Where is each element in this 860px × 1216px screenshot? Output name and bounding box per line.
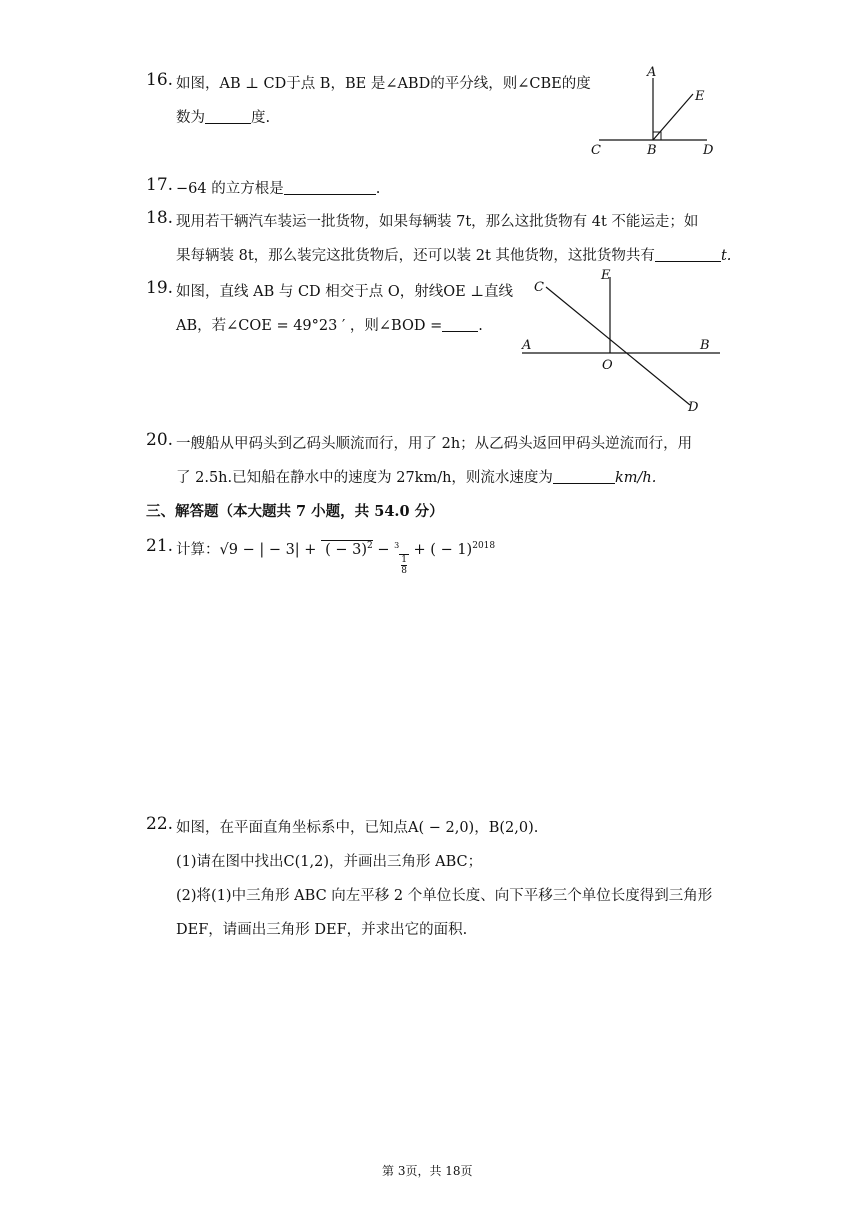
q16-line2-pre: 数为 <box>176 110 205 126</box>
q21-term2: ( − 3) <box>325 542 367 558</box>
q18-line2-post: t. <box>720 248 732 264</box>
q20-line1: 一艘船从甲码头到乙码头顺流而行，用了 2h；从乙码头返回甲码头逆流而行，用 <box>176 436 693 452</box>
q21-term2-exp: 2 <box>367 541 373 552</box>
q21-number: 21. <box>146 536 174 556</box>
q19-label-a: A <box>522 338 532 353</box>
q16-line2 <box>176 106 270 127</box>
q21-term4: + ( − 1) <box>408 542 473 558</box>
q18-line2 <box>176 244 731 265</box>
q19-line2-post: . <box>478 318 483 334</box>
q19-label-b: B <box>700 338 710 353</box>
q21-term1: √9 − | − 3| + <box>219 542 322 558</box>
q21-cube-index: 3 <box>394 541 400 551</box>
q16-label-a: A <box>647 65 657 80</box>
q16-answer-blank <box>205 109 251 124</box>
q22-line2: (1)请在图中找出C(1,2)，并画出三角形 ABC； <box>176 854 483 870</box>
q16-figure <box>585 60 725 160</box>
q16-number: 16. <box>146 70 174 90</box>
q22-line3: (2)将(1)中三角形 ABC 向左平移 2 个单位长度、向下平移三个单位长度得到三角形 <box>176 888 713 904</box>
q16-label-e: E <box>695 89 705 104</box>
q16-label-b: B <box>647 143 657 158</box>
q17-number: 17. <box>146 175 174 195</box>
q21-term3: − <box>372 542 395 558</box>
q17-end: . <box>375 181 381 197</box>
q18-number: 18. <box>146 208 174 228</box>
q22-number: 22. <box>146 814 174 834</box>
q20-answer-blank <box>553 469 615 484</box>
q20-line2-post: km/h. <box>614 470 657 486</box>
q21-fraction <box>399 554 409 576</box>
q19-label-d: D <box>688 400 699 415</box>
q19-figure <box>512 265 722 415</box>
q17-line <box>176 177 380 198</box>
q22-line1: 如图，在平面直角坐标系中，已知点A( − 2,0)，B(2,0). <box>176 820 539 836</box>
q18-line2-pre: 果每辆装 8t，那么装完这批货物后，还可以装 2t 其他货物，这批货物共有 <box>176 248 655 264</box>
q19-label-e: E <box>601 268 611 283</box>
q19-label-c: C <box>534 280 544 295</box>
q19-number: 19. <box>146 278 174 298</box>
q19-line1: 如图，直线 AB 与 CD 相交于点 O，射线OE ⊥直线 <box>176 284 513 300</box>
q17-text: −64 的立方根是 <box>176 181 284 197</box>
q21-label: 计算： <box>176 542 220 558</box>
q19-label-o: O <box>602 358 613 373</box>
q20-line2 <box>176 466 656 487</box>
q21-frac-num: 1 <box>401 555 407 565</box>
page-footer: 第 3页，共 18页 <box>382 1164 473 1178</box>
q20-number: 20. <box>146 430 174 450</box>
q16-label-c: C <box>591 143 601 158</box>
q16-label-d: D <box>703 143 714 158</box>
q21-term4-exp: 2018 <box>472 541 496 552</box>
q17-answer-blank <box>284 180 376 195</box>
q22-line4: DEF，请画出三角形 DEF，并求出它的面积. <box>176 922 468 938</box>
q19-line2-pre: AB，若∠COE = 49°23 ′ ，则∠BOD = <box>176 318 443 334</box>
q20-line2-pre: 了 2.5h.已知船在静水中的速度为 27km/h，则流水速度为 <box>176 470 553 486</box>
q21-sqrt-term <box>321 540 373 558</box>
q18-line1: 现用若干辆汽车装运一批货物，如果每辆装 7t，那么这批货物有 4t 不能运走；如 <box>176 214 699 230</box>
q16-line2-post: 度. <box>251 110 271 126</box>
q19-answer-blank <box>442 317 478 332</box>
q18-answer-blank <box>655 247 721 262</box>
q21-frac-den: 8 <box>401 566 407 576</box>
q21-expression <box>176 538 495 576</box>
section3-title: 三、解答题（本大题共 7 小题，共 54.0 分） <box>146 503 444 520</box>
q16-line1: 如图，AB ⊥ CD于点 B，BE 是∠ABD的平分线，则∠CBE的度 <box>176 76 591 92</box>
q19-line2 <box>176 314 483 335</box>
